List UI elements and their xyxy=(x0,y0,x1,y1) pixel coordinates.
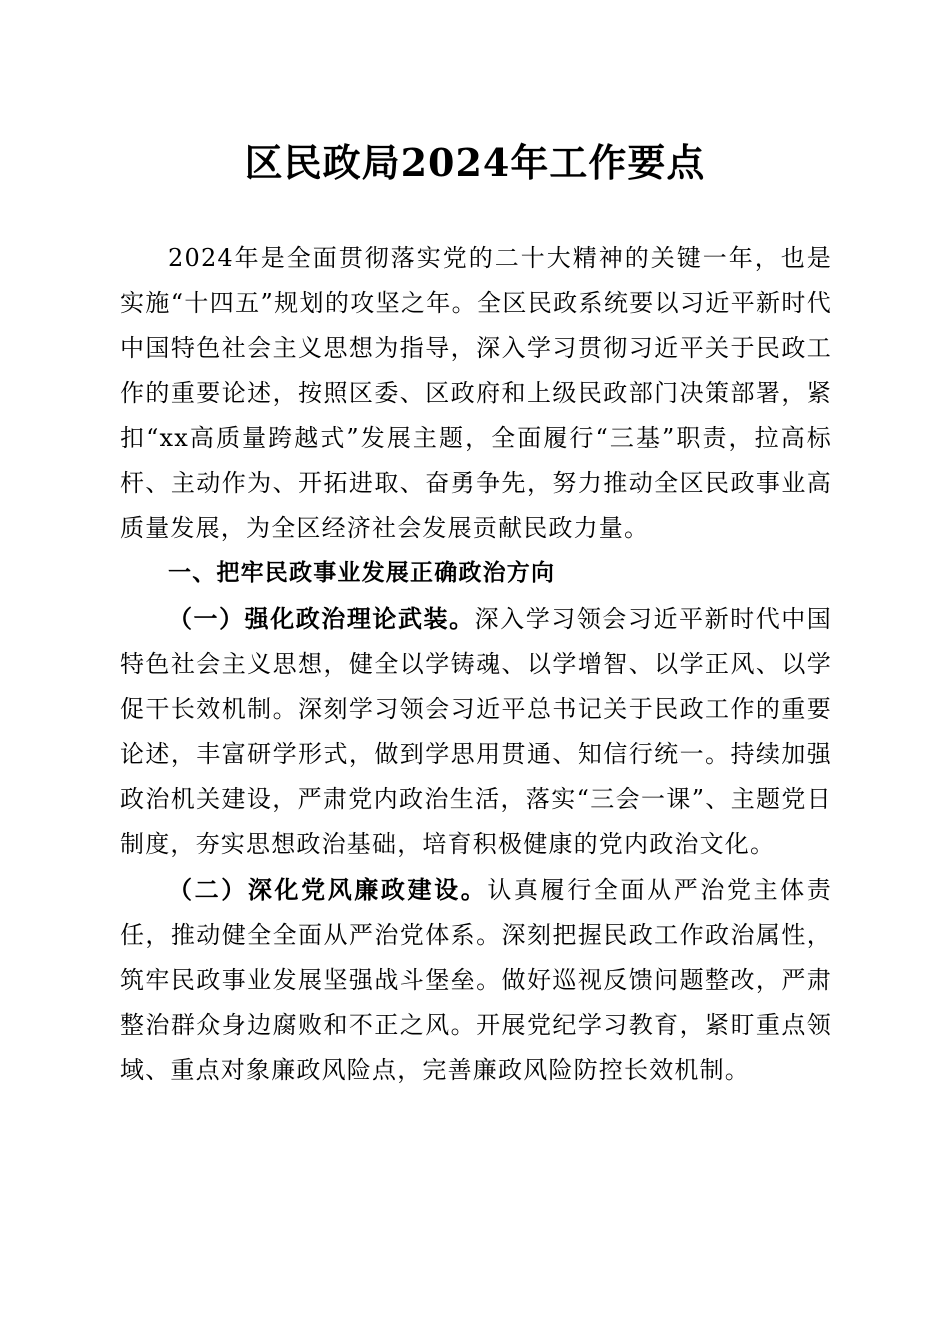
item-text-2: 认真履行全面从严治党主体责任，推动健全全面从严治党体系。深刻把握民政工作政治属性，筑牢民政事业发展坚强战斗堡垒。做好巡视反馈问题整改，严肃整治群众身边腐败和不正之风。开展党纪学习教育，紧盯重点领域、重点对象廉政风险点，完善廉政风险防控长效机制。 xyxy=(120,876,832,1084)
section-item-2 xyxy=(120,867,832,1093)
item-label-1: （一）强化政治理论武装。 xyxy=(168,604,475,633)
document-title: 区民政局2024年工作要点 xyxy=(244,140,706,185)
document-body xyxy=(120,236,832,1093)
section-item-1 xyxy=(120,596,832,867)
item-text-1: 深入学习领会习近平新时代中国特色社会主义思想，健全以学铸魂、以学增智、以学正风、以学促干长效机制。深刻学习领会习近平总书记关于民政工作的重要论述，丰富研学形式，做到学思用贯通、知信行统一。持续加强政治机关建设，严肃党内政治生活，落实“三会一课”、主题党日制度，夯实思想政治基础，培育积极健康的党内政治文化。 xyxy=(120,605,832,858)
section-heading-1: 一、把牢民政事业发展正确政治方向 xyxy=(168,560,556,586)
item-label-2: （二）深化党风廉政建设。 xyxy=(168,875,488,904)
intro-paragraph: 2024年是全面贯彻落实党的二十大精神的关键一年，也是实施“十四五”规划的攻坚之年。全区民政系统要以习近平新时代中国特色社会主义思想为指导，深入学习贯彻习近平关于民政工作的重要论述，按照区委、区政府和上级民政部门决策部署，紧扣“xx高质量跨越式”发展主题，全面履行“三基”职责，拉高标杆、主动作为、开拓进取、奋勇争先，努力推动全区民政事业高质量发展，为全区经济社会发展贡献民政力量。 xyxy=(120,244,832,542)
